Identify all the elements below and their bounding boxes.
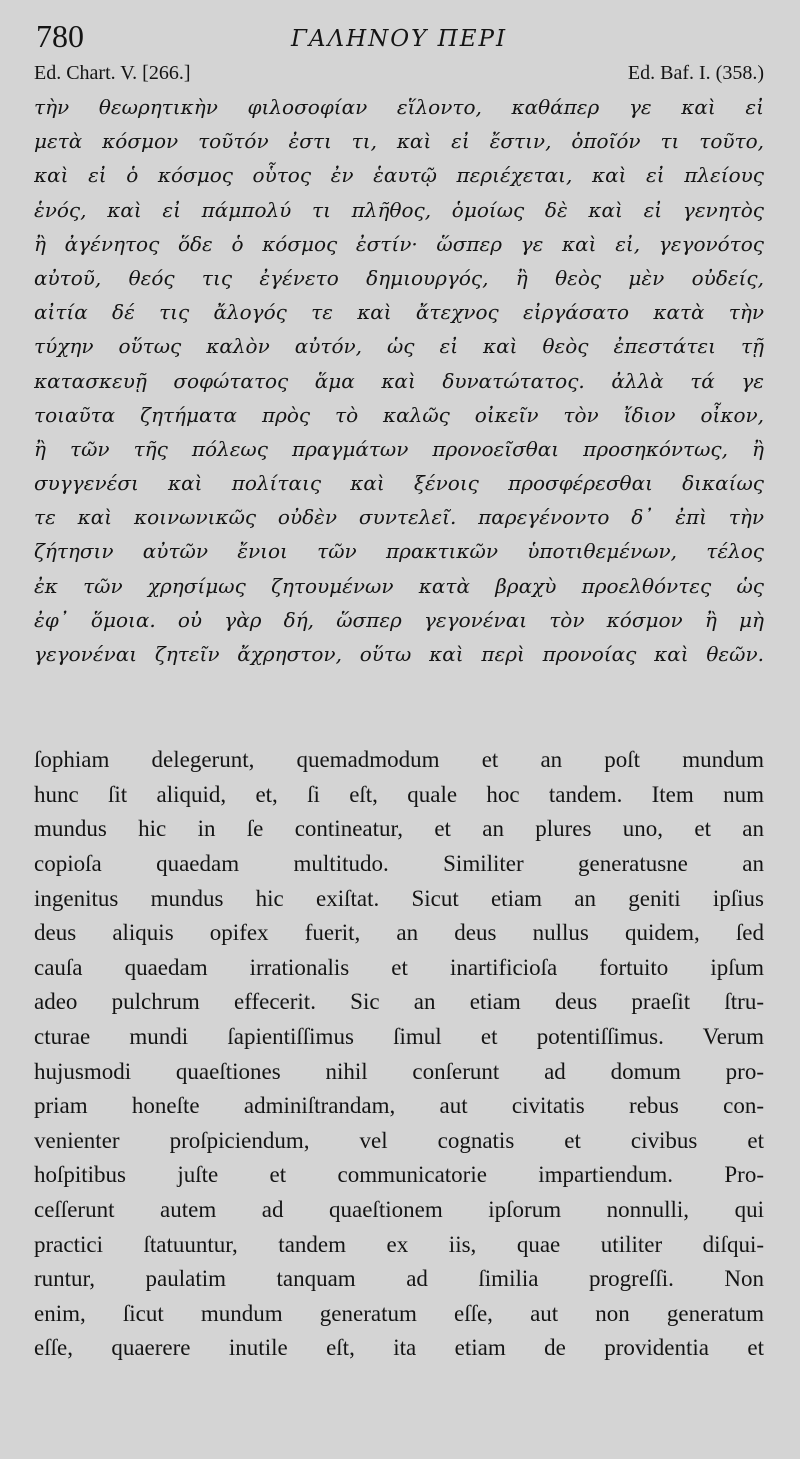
edition-ref-chartier: Ed. Chart. V. [266.] bbox=[34, 62, 191, 84]
latin-line: hujusmodi quaeſtiones nihil conſerunt ad domum pro- bbox=[34, 1058, 764, 1084]
greek-line: αὐτοῦ, θεός τις ἐγένετο δημιουργός, ἢ θεὸς μὲν οὐδείς, bbox=[34, 265, 764, 290]
latin-line: ceſſerunt autem ad quaeſtionem ipſorum nonnulli, qui bbox=[34, 1196, 764, 1222]
latin-line: runtur, paulatim tanquam ad ſimilia progreſſi. Non bbox=[34, 1266, 764, 1292]
greek-line: τε καὶ κοινωνικῶς οὐδὲν συντελεῖ. παρεγένοντο δ᾽ ἐπὶ τὴν bbox=[34, 505, 764, 530]
latin-line: priam honeſte adminiſtrandam, aut civitatis rebus con- bbox=[34, 1093, 764, 1119]
latin-line: enim, ſicut mundum generatum eſſe, aut non generatum bbox=[34, 1300, 764, 1326]
greek-line: μετὰ κόσμον τοῦτόν ἐστι τι, καὶ εἰ ἔστιν, ὁποῖόν τι τοῦτο, bbox=[34, 129, 764, 154]
edition-references bbox=[34, 58, 764, 88]
latin-line: venienter proſpiciendum, vel cognatis et civibus et bbox=[34, 1127, 764, 1153]
greek-line: τὴν θεωρητικὴν φιλοσοφίαν εἵλοντο, καθάπερ γε καὶ εἰ bbox=[34, 95, 764, 119]
latin-line: deus aliquis opifex fuerit, an deus nullus quidem, ſed bbox=[34, 920, 764, 946]
latin-line: ſophiam delegerunt, quemadmodum et an poſt mundum bbox=[34, 747, 764, 773]
greek-line: τύχην οὕτως καλὸν αὐτόν, ὡς εἰ καὶ θεὸς ἐπεστάτει τῇ bbox=[34, 334, 764, 359]
page-number: 780 bbox=[36, 18, 84, 54]
page-header bbox=[34, 0, 764, 58]
latin-line: copioſa quaedam multitudo. Similiter generatusne an bbox=[34, 850, 764, 876]
greek-line: γεγονέναι ζητεῖν ἄχρηστον, οὕτω καὶ περὶ προνοίας καὶ θεῶν. bbox=[34, 642, 764, 666]
latin-line: practici ſtatuuntur, tandem ex iis, quae utiliter diſqui- bbox=[34, 1231, 764, 1257]
greek-line: κατασκευῇ σοφώτατος ἅμα καὶ δυνατώτατος. ἀλλὰ τά γε bbox=[34, 368, 764, 393]
greek-text-block bbox=[34, 90, 764, 671]
greek-line: αἰτία δέ τις ἄλογός τε καὶ ἄτεχνος εἰργάσατο κατὰ τὴν bbox=[34, 300, 764, 325]
greek-line: ἢ τῶν τῆς πόλεως πραγμάτων προνοεῖσθαι προσηκόντως, ἢ bbox=[34, 436, 764, 461]
greek-line: τοιαῦτα ζητήματα πρὸς τὸ καλῶς οἰκεῖν τὸν ἴδιον οἶκον, bbox=[34, 402, 764, 427]
greek-line: ζήτησιν αὐτῶν ἔνιοι τῶν πρακτικῶν ὑποτιθεμένων, τέλος bbox=[34, 539, 764, 564]
latin-line: eſſe, quaerere inutile eſt, ita etiam de providentia et bbox=[34, 1335, 764, 1361]
greek-line: ἑνός, καὶ εἰ πάμπολύ τι πλῆθος, ὁμοίως δὲ καὶ εἰ γενητὸς bbox=[34, 197, 764, 222]
greek-line: συγγενέσι καὶ πολίταις καὶ ξένοις προσφέρεσθαι δικαίως bbox=[34, 471, 764, 496]
latin-translation-block bbox=[34, 743, 764, 1366]
greek-line: ἐφ᾽ ὅμοια. οὐ γὰρ δή, ὥσπερ γεγονέναι τὸν κόσμον ἢ μὴ bbox=[34, 607, 764, 632]
edition-ref-basel: Ed. Baf. I. (358.) bbox=[627, 62, 764, 84]
latin-line: cturae mundi ſapientiſſimus ſimul et potentiſſimus. Verum bbox=[34, 1023, 764, 1049]
latin-line: mundus hic in ſe contineatur, et an plures uno, et an bbox=[34, 816, 764, 842]
section-gap bbox=[34, 671, 764, 743]
running-title: ΓΑΛΗΝΟΥ ΠΕΡΙ bbox=[290, 26, 508, 52]
latin-line: hoſpitibus juſte et communicatorie impartiendum. Pro- bbox=[34, 1162, 764, 1188]
latin-line: hunc ſit aliquid, et, ſi eſt, quale hoc tandem. Item num bbox=[34, 781, 764, 807]
latin-line: cauſa quaedam irrationalis et inartificioſa fortuito ipſum bbox=[34, 954, 764, 980]
greek-line: ἢ ἀγένητος ὅδε ὁ κόσμος ἐστίν· ὥσπερ γε καὶ εἰ, γεγονότος bbox=[34, 231, 764, 256]
greek-line: ἐκ τῶν χρησίμως ζητουμένων κατὰ βραχὺ προελθόντες ὡς bbox=[34, 573, 764, 598]
latin-line: ingenitus mundus hic exiſtat. Sicut etiam an geniti ipſius bbox=[34, 885, 764, 911]
latin-line: adeo pulchrum effecerit. Sic an etiam deus praeſit ſtru- bbox=[34, 989, 764, 1015]
greek-line: καὶ εἰ ὁ κόσμος οὗτος ἐν ἑαυτῷ περιέχεται, καὶ εἰ πλείους bbox=[34, 163, 764, 188]
